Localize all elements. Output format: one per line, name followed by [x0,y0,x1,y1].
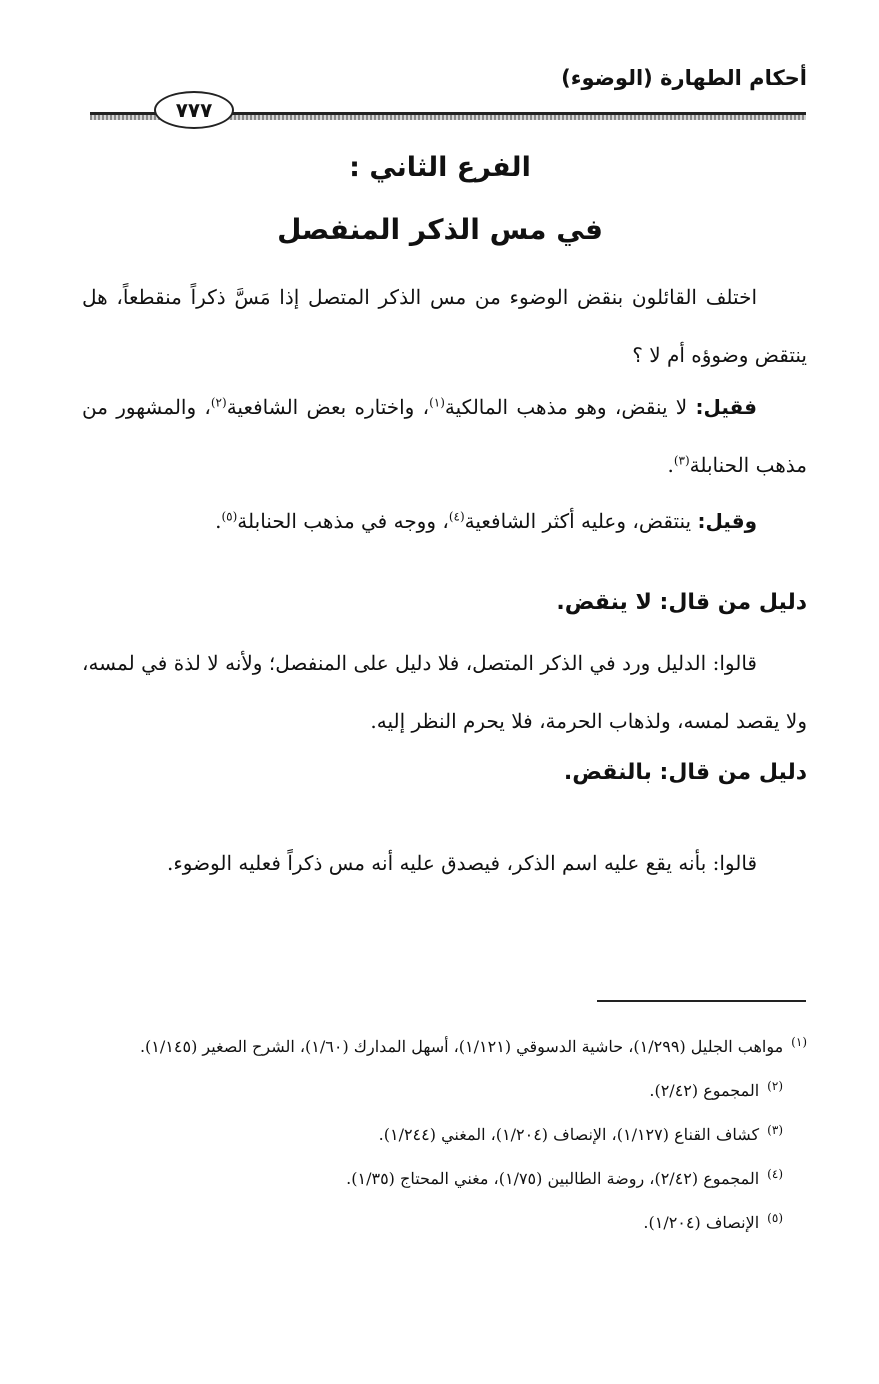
evidence-one-heading-value: لا ينقض. [556,590,660,615]
intro-paragraph: اختلف القائلون بنقض الوضوء من مس الذكر المتصل إذا مَسَّ ذكراً منقطعاً، هل ينتقض وضوؤه أم لا ؟ [82,285,807,367]
evidence-one-heading-label: دليل من قال: [659,590,807,615]
opinion-one-text-2: ، واختاره بعض الشافعية [226,395,430,419]
opinion-one-paragraph [82,378,807,494]
page-number: ٧٧٧ [175,98,213,122]
footnote-number: (٣) [767,1123,783,1137]
footnote-text: مواهب الجليل (١/٢٩٩)، حاشية الدسوقي (١/١٢١)، أسهل المدارك (١/٦٠)، الشرح الصغير (١/١٤٥). [139,1037,784,1056]
evidence-two-heading-value: بالنقض. [563,760,660,785]
opinion-two-lead: وقيل: [697,509,757,533]
footnote-number: (٢) [767,1079,783,1093]
footnote-marker-2[interactable]: (٢) [210,395,227,410]
footnote-item [82,1028,807,1061]
footnote-item [82,1072,807,1105]
running-title: أحكام الطهارة (الوضوء) [561,66,807,90]
opinion-one-lead: فقيل: [695,395,757,419]
evidence-two-paragraph: قالوا: بأنه يقع عليه اسم الذكر، فيصدق عليه أنه مس ذكراً فعليه الوضوء. [166,851,757,875]
footnote-number: (٥) [767,1211,783,1225]
footnote-text: كشاف القناع (١/١٢٧)، الإنصاف (١/٢٠٤)، المغني (١/٢٤٤). [378,1125,760,1144]
footnote-marker-3[interactable]: (٣) [673,453,690,468]
opinion-two-paragraph [82,492,807,550]
footnote-number: (٤) [767,1167,783,1181]
footnote-marker-5[interactable]: (٥) [221,509,238,524]
footnote-item [82,1116,807,1149]
section-title: الفرع الثاني : [349,152,531,183]
opinion-two-text-1: ينتقض، وعليه أكثر الشافعية [464,509,698,533]
footnote-item [82,1204,807,1237]
opinion-one-text-4: . [667,453,674,477]
footnote-marker-4[interactable]: (٤) [448,509,465,524]
opinion-two-text-2: ، ووجه في مذهب الحنابلة [237,509,449,533]
opinion-two-text-3: . [215,509,222,533]
evidence-two-heading-label: دليل من قال: [659,760,807,785]
evidence-one-heading [556,586,807,620]
opinion-one-text-1: لا ينقض، وهو مذهب المالكية [444,395,696,419]
evidence-two-heading [564,756,807,790]
footnotes [82,1028,807,1248]
footnote-separator [597,1000,806,1002]
footnote-text: الإنصاف (١/٢٠٤). [643,1213,760,1232]
footnote-number: (١) [791,1035,807,1049]
footnote-marker-1[interactable]: (١) [429,395,445,410]
opinion-one-text-3: ، والمشهور من مذهب الحنابلة [82,395,807,477]
footnote-item [82,1160,807,1193]
footnote-text: المجموع (٢/٤٢). [649,1081,760,1100]
section-subtitle: في مس الذكر المنفصل [277,213,603,246]
footnote-text: المجموع (٢/٤٢)، روضة الطالبين (١/٧٥)، مغني المحتاج (١/٣٥). [346,1169,760,1188]
evidence-one-paragraph: قالوا: الدليل ورد في الذكر المتصل، فلا دليل على المنفصل؛ ولأنه لا لذة في لمسه، ولا يقصد لمسه، ولذهاب الحرمة، فلا يحرم النظر إليه. [82,651,807,733]
page-number-badge [154,91,234,129]
